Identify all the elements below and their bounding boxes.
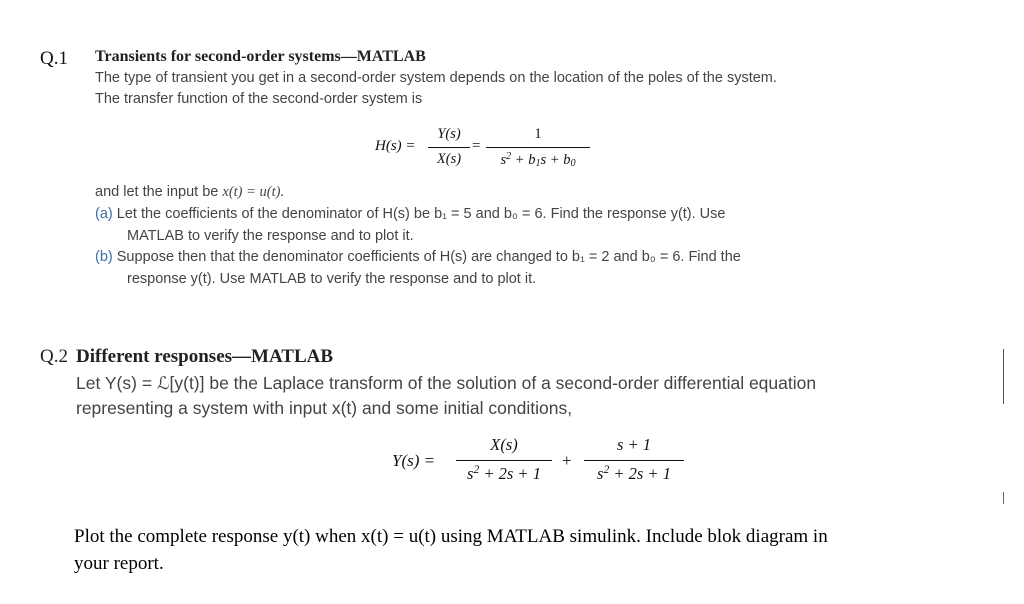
eq1-frac2-numerator: 1: [534, 126, 542, 142]
eq1-frac1-denominator: X(s): [436, 151, 462, 167]
eq2-fraction-bar-2: [584, 460, 684, 461]
q2-intro-line-1: Let Y(s) = ℒ[y(t)] be the Laplace transform of the solution of a second-order differential equation: [76, 373, 817, 393]
q1-input-expression: x(t) = u(t).: [222, 184, 285, 200]
eq2-lhs: Y(s) =: [392, 451, 436, 470]
q1-part-b-label: (b): [95, 249, 113, 265]
q1-part-b-line-1: [95, 249, 741, 265]
final-instruction-line-2: your report.: [74, 553, 164, 574]
final-instruction-line-1: Plot the complete response y(t) when x(t) = u(t) using MATLAB simulink. Include blok diagram in: [74, 526, 828, 547]
crop-edge-tick: [1003, 492, 1004, 504]
eq2-plus: +: [562, 451, 572, 470]
eq1-fraction-bar-1: [428, 147, 470, 148]
q1-title: Transients for second-order systems—MATLAB: [95, 48, 426, 65]
eq2-frac2-denominator: $s^2 + 2s + 1$: [597, 464, 671, 483]
eq1-frac2-denominator: $s^2 + b_1s + b_0$: [500, 151, 576, 170]
q1-input-statement: [95, 184, 284, 201]
eq1-equals: =: [472, 138, 481, 154]
q2-intro-line-2: representing a system with input x(t) and some initial conditions,: [76, 398, 573, 418]
eq1-frac1-numerator: Y(s): [437, 126, 461, 142]
q1-intro-line-1: The type of transient you get in a second-order system depends on the location of the poles of the system.: [95, 70, 777, 86]
q2-number: Q.2: [40, 346, 68, 367]
q1-part-b-line-2: response y(t). Use MATLAB to verify the response and to plot it.: [127, 271, 537, 287]
q1-input-prefix: and let the input be: [95, 184, 219, 200]
q1-part-a-text: Let the coefficients of the denominator of H(s) be b₁ = 5 and b₀ = 6. Find the response y(t). Use: [116, 206, 726, 222]
eq1-lhs: H(s) =: [375, 138, 416, 154]
q1-number: Q.1: [40, 48, 68, 69]
eq2-fraction-bar-1: [456, 460, 552, 461]
q1-part-a-line-1: [95, 206, 725, 222]
q1-part-a-label: (a): [95, 206, 113, 222]
crop-edge-line: [1003, 349, 1004, 404]
q1-part-a-line-2: MATLAB to verify the response and to plot it.: [127, 228, 414, 244]
q1-intro-line-2: The transfer function of the second-order system is: [95, 91, 423, 107]
eq2-frac1-numerator: X(s): [490, 435, 518, 454]
eq2-frac2-numerator: s + 1: [616, 435, 652, 454]
eq1-fraction-bar-2: [486, 147, 590, 148]
q2-title: Different responses—MATLAB: [76, 346, 334, 367]
eq2-frac1-denominator: $s^2 + 2s + 1$: [467, 464, 541, 483]
q1-part-b-text: Suppose then that the denominator coefficients of H(s) are changed to b₁ = 2 and b₀ = 6. Find the: [116, 249, 741, 265]
